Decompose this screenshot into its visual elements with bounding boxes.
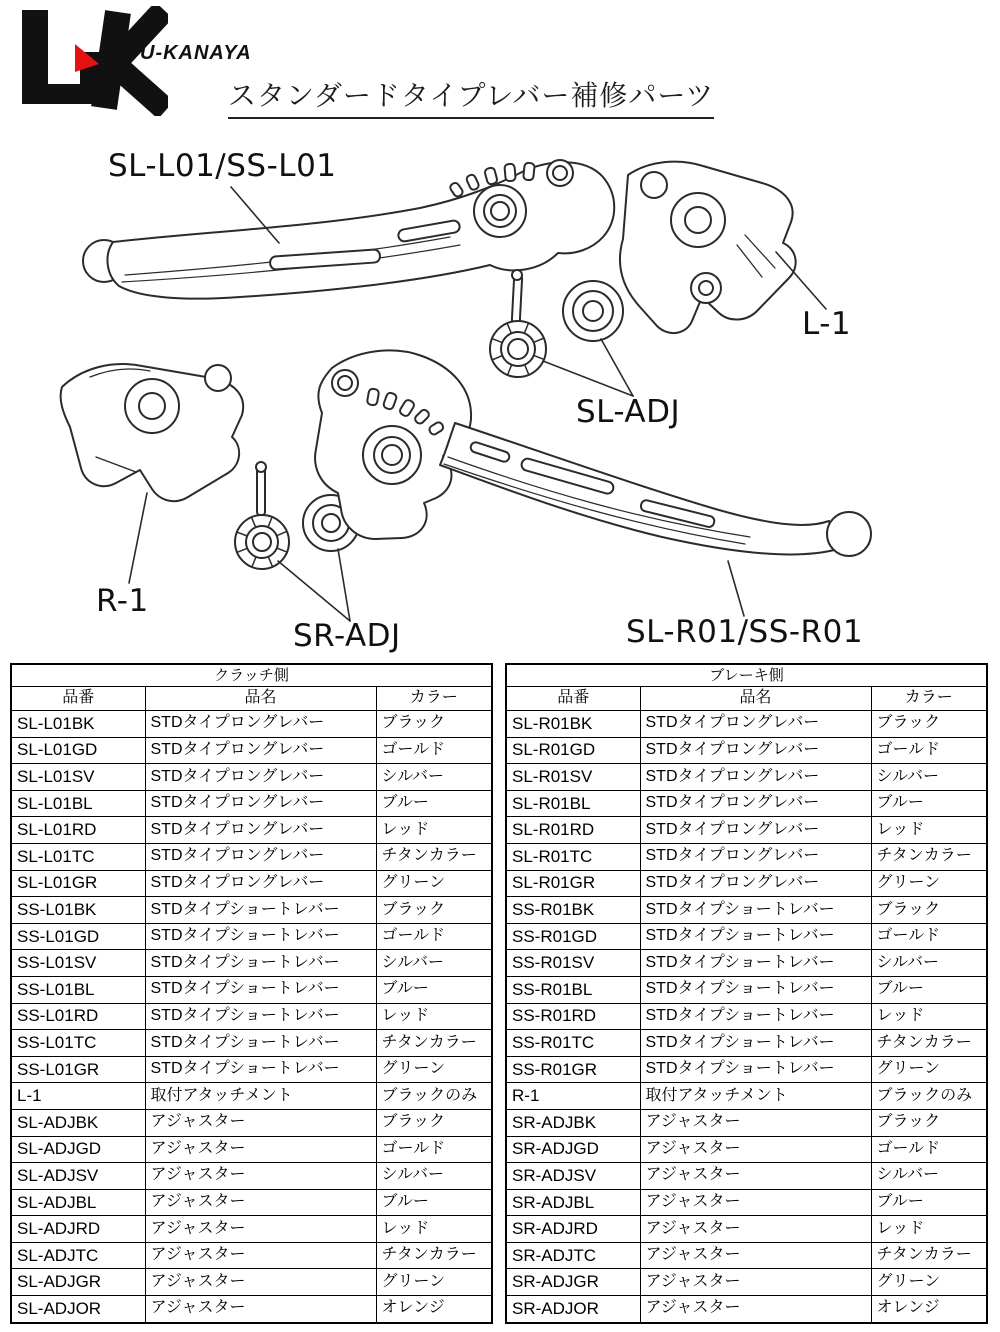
color-cell: ブラック [376, 1109, 492, 1136]
part-name-cell: アジャスター [640, 1242, 871, 1269]
table-row [506, 1296, 987, 1323]
part-number-cell: SL-ADJRD [11, 1216, 145, 1243]
part-name-cell: アジャスター [640, 1163, 871, 1190]
table-row [11, 950, 492, 977]
part-name-cell: STDタイプロングレバー [145, 764, 376, 791]
part-number-cell: SS-R01RD [506, 1003, 640, 1030]
part-number-cell: SL-ADJBL [11, 1189, 145, 1216]
part-number-cell: SR-ADJRD [506, 1216, 640, 1243]
part-name-cell: STDタイプショートレバー [145, 1056, 376, 1083]
part-name-cell: アジャスター [145, 1189, 376, 1216]
part-number-cell: SR-ADJSV [506, 1163, 640, 1190]
color-cell: ゴールド [376, 1136, 492, 1163]
label-clutch-lever: SL-L01/SS-L01 [108, 148, 337, 184]
part-name-cell: STDタイプショートレバー [145, 923, 376, 950]
part-number-cell: SR-ADJBK [506, 1109, 640, 1136]
table-row [11, 1003, 492, 1030]
table-row [506, 764, 987, 791]
part-name-cell: STDタイプロングレバー [640, 843, 871, 870]
table-row [506, 1109, 987, 1136]
part-number-cell: SS-R01BK [506, 897, 640, 924]
table-row [506, 897, 987, 924]
part-number-cell: SL-ADJGR [11, 1269, 145, 1296]
color-cell: レッド [871, 817, 987, 844]
column-header: 品番 [11, 687, 145, 711]
part-number-cell: SS-R01SV [506, 950, 640, 977]
color-cell: グリーン [376, 1056, 492, 1083]
part-number-cell: SL-ADJOR [11, 1296, 145, 1323]
part-name-cell: アジャスター [145, 1136, 376, 1163]
part-name-cell: STDタイプロングレバー [640, 764, 871, 791]
column-header: 品名 [145, 687, 376, 711]
part-number-cell: SL-R01GR [506, 870, 640, 897]
color-cell: ゴールド [871, 1136, 987, 1163]
part-number-cell: SS-R01GD [506, 923, 640, 950]
part-number-cell: SS-L01TC [11, 1030, 145, 1057]
color-cell: シルバー [871, 764, 987, 791]
part-number-cell: SL-L01SV [11, 764, 145, 791]
table-title: クラッチ側 [11, 664, 492, 687]
part-name-cell: アジャスター [640, 1109, 871, 1136]
part-number-cell: SL-R01BK [506, 711, 640, 738]
table-row [11, 1189, 492, 1216]
table-row [11, 764, 492, 791]
color-cell: ブルー [376, 790, 492, 817]
color-cell: チタンカラー [376, 843, 492, 870]
part-number-cell: SL-L01BK [11, 711, 145, 738]
table-row [506, 1242, 987, 1269]
part-name-cell: アジャスター [145, 1296, 376, 1323]
part-name-cell: STDタイプロングレバー [145, 711, 376, 738]
part-name-cell: アジャスター [145, 1109, 376, 1136]
part-name-cell: アジャスター [145, 1242, 376, 1269]
color-cell: シルバー [376, 950, 492, 977]
color-cell: チタンカラー [376, 1030, 492, 1057]
table-row [11, 1056, 492, 1083]
table-row [11, 1083, 492, 1110]
part-number-cell: SL-ADJTC [11, 1242, 145, 1269]
color-cell: ゴールド [376, 923, 492, 950]
clutch-adjuster-drawing [490, 270, 623, 377]
part-name-cell: STDタイプショートレバー [640, 1003, 871, 1030]
part-name-cell: 取付アタッチメント [145, 1083, 376, 1110]
part-name-cell: アジャスター [640, 1189, 871, 1216]
color-cell: レッド [376, 1003, 492, 1030]
color-cell: ブルー [871, 976, 987, 1003]
color-cell: レッド [376, 1216, 492, 1243]
table-title: ブレーキ側 [506, 664, 987, 687]
part-number-cell: R-1 [506, 1083, 640, 1110]
part-name-cell: 取付アタッチメント [640, 1083, 871, 1110]
column-header: カラー [376, 687, 492, 711]
part-name-cell: アジャスター [145, 1216, 376, 1243]
table-title-row [506, 664, 987, 687]
color-cell: シルバー [376, 1163, 492, 1190]
part-number-cell: SS-L01GD [11, 923, 145, 950]
color-cell: グリーン [871, 870, 987, 897]
part-number-cell: SL-ADJGD [11, 1136, 145, 1163]
table-row [11, 923, 492, 950]
part-number-cell: SL-L01BL [11, 790, 145, 817]
color-cell: グリーン [871, 1269, 987, 1296]
label-clutch-bracket: L-1 [802, 306, 852, 342]
part-name-cell: STDタイプショートレバー [145, 897, 376, 924]
part-number-cell: SL-R01SV [506, 764, 640, 791]
table-row [506, 1003, 987, 1030]
table-row [506, 1189, 987, 1216]
color-cell: シルバー [871, 1163, 987, 1190]
part-number-cell: SR-ADJGR [506, 1269, 640, 1296]
part-number-cell: SL-ADJSV [11, 1163, 145, 1190]
part-number-cell: SL-R01GD [506, 737, 640, 764]
table-row [506, 950, 987, 977]
part-name-cell: STDタイプショートレバー [640, 976, 871, 1003]
part-name-cell: STDタイプショートレバー [640, 1056, 871, 1083]
part-name-cell: STDタイプロングレバー [145, 737, 376, 764]
table-row [11, 1030, 492, 1057]
part-number-cell: SR-ADJBL [506, 1189, 640, 1216]
color-cell: グリーン [871, 1056, 987, 1083]
label-clutch-adjuster: SL-ADJ [576, 394, 681, 430]
part-name-cell: STDタイプロングレバー [640, 870, 871, 897]
table-row [11, 1216, 492, 1243]
part-number-cell: SS-L01RD [11, 1003, 145, 1030]
color-cell: シルバー [871, 950, 987, 977]
part-number-cell: SL-L01GR [11, 870, 145, 897]
part-name-cell: アジャスター [640, 1216, 871, 1243]
part-number-cell: SS-R01TC [506, 1030, 640, 1057]
part-name-cell: アジャスター [640, 1136, 871, 1163]
part-number-cell: SS-L01BK [11, 897, 145, 924]
table-header-row [11, 687, 492, 711]
color-cell: ブラック [871, 1109, 987, 1136]
color-cell: ブルー [376, 976, 492, 1003]
part-name-cell: STDタイプショートレバー [145, 1003, 376, 1030]
page-title: スタンダードタイプレバー補修パーツ [228, 74, 714, 119]
part-name-cell: STDタイプショートレバー [640, 897, 871, 924]
part-number-cell: SS-L01SV [11, 950, 145, 977]
color-cell: ブラックのみ [871, 1083, 987, 1110]
table-row [11, 1296, 492, 1323]
table-row [506, 1056, 987, 1083]
part-number-cell: SL-L01RD [11, 817, 145, 844]
part-number-cell: SS-R01GR [506, 1056, 640, 1083]
color-cell: ブルー [871, 790, 987, 817]
label-brake-bracket: R-1 [96, 583, 149, 619]
part-name-cell: STDタイプロングレバー [640, 711, 871, 738]
table-row [11, 1109, 492, 1136]
part-number-cell: SS-R01BL [506, 976, 640, 1003]
table-row [506, 737, 987, 764]
part-name-cell: STDタイプロングレバー [640, 817, 871, 844]
color-cell: ブルー [376, 1189, 492, 1216]
table-row [506, 711, 987, 738]
table-header-row [506, 687, 987, 711]
table-row [506, 1083, 987, 1110]
color-cell: レッド [376, 817, 492, 844]
table-row [11, 1242, 492, 1269]
part-name-cell: STDタイプショートレバー [640, 950, 871, 977]
brake-parts-table [505, 663, 988, 1324]
table-row [11, 737, 492, 764]
color-cell: ゴールド [376, 737, 492, 764]
color-cell: ゴールド [871, 737, 987, 764]
part-name-cell: アジャスター [640, 1296, 871, 1323]
table-row [11, 1163, 492, 1190]
color-cell: チタンカラー [871, 1242, 987, 1269]
part-number-cell: SR-ADJTC [506, 1242, 640, 1269]
part-name-cell: STDタイプロングレバー [640, 737, 871, 764]
table-row [506, 923, 987, 950]
table-row [506, 976, 987, 1003]
brand-name: U-KANAYA [140, 42, 252, 64]
table-row [506, 843, 987, 870]
table-title-row [11, 664, 492, 687]
color-cell: オレンジ [376, 1296, 492, 1323]
part-name-cell: STDタイプロングレバー [640, 790, 871, 817]
part-number-cell: SL-R01TC [506, 843, 640, 870]
color-cell: ブラック [376, 897, 492, 924]
part-name-cell: STDタイプショートレバー [640, 1030, 871, 1057]
part-name-cell: アジャスター [145, 1163, 376, 1190]
column-header: 品名 [640, 687, 871, 711]
color-cell: ブラック [871, 711, 987, 738]
table-row [506, 817, 987, 844]
color-cell: チタンカラー [871, 843, 987, 870]
part-number-cell: SS-L01BL [11, 976, 145, 1003]
part-number-cell: L-1 [11, 1083, 145, 1110]
part-number-cell: SL-R01RD [506, 817, 640, 844]
brake-bracket-drawing [61, 364, 244, 501]
part-name-cell: STDタイプロングレバー [145, 843, 376, 870]
color-cell: ブルー [871, 1189, 987, 1216]
table-row [506, 1030, 987, 1057]
table-row [11, 711, 492, 738]
color-cell: グリーン [376, 870, 492, 897]
clutch-bracket-drawing [620, 162, 796, 333]
label-brake-lever: SL-R01/SS-R01 [626, 614, 864, 650]
color-cell: レッド [871, 1003, 987, 1030]
table-row [11, 790, 492, 817]
part-name-cell: STDタイプロングレバー [145, 870, 376, 897]
label-brake-adjuster: SR-ADJ [293, 618, 401, 654]
color-cell: ブラック [871, 897, 987, 924]
color-cell: チタンカラー [376, 1242, 492, 1269]
part-name-cell: STDタイプロングレバー [145, 817, 376, 844]
table-row [11, 1136, 492, 1163]
color-cell: レッド [871, 1216, 987, 1243]
color-cell: グリーン [376, 1269, 492, 1296]
table-row [506, 1136, 987, 1163]
part-number-cell: SS-L01GR [11, 1056, 145, 1083]
part-number-cell: SR-ADJOR [506, 1296, 640, 1323]
clutch-parts-table [10, 663, 493, 1324]
color-cell: ブラックのみ [376, 1083, 492, 1110]
column-header: カラー [871, 687, 987, 711]
part-name-cell: アジャスター [640, 1269, 871, 1296]
table-row [11, 843, 492, 870]
table-row [506, 870, 987, 897]
part-name-cell: STDタイプロングレバー [145, 790, 376, 817]
table-row [506, 1269, 987, 1296]
table-row [506, 790, 987, 817]
part-name-cell: STDタイプショートレバー [145, 976, 376, 1003]
color-cell: シルバー [376, 764, 492, 791]
part-name-cell: STDタイプショートレバー [640, 923, 871, 950]
part-number-cell: SL-R01BL [506, 790, 640, 817]
table-row [11, 817, 492, 844]
part-name-cell: アジャスター [145, 1269, 376, 1296]
part-number-cell: SL-L01TC [11, 843, 145, 870]
parts-line-drawing [0, 125, 1000, 670]
part-number-cell: SL-L01GD [11, 737, 145, 764]
table-row [11, 870, 492, 897]
color-cell: ゴールド [871, 923, 987, 950]
table-row [11, 976, 492, 1003]
part-name-cell: STDタイプショートレバー [145, 1030, 376, 1057]
part-name-cell: STDタイプショートレバー [145, 950, 376, 977]
table-row [506, 1216, 987, 1243]
color-cell: オレンジ [871, 1296, 987, 1323]
table-row [506, 1163, 987, 1190]
part-number-cell: SL-ADJBK [11, 1109, 145, 1136]
table-row [11, 897, 492, 924]
table-row [11, 1269, 492, 1296]
color-cell: ブラック [376, 711, 492, 738]
column-header: 品番 [506, 687, 640, 711]
color-cell: チタンカラー [871, 1030, 987, 1057]
part-number-cell: SR-ADJGD [506, 1136, 640, 1163]
